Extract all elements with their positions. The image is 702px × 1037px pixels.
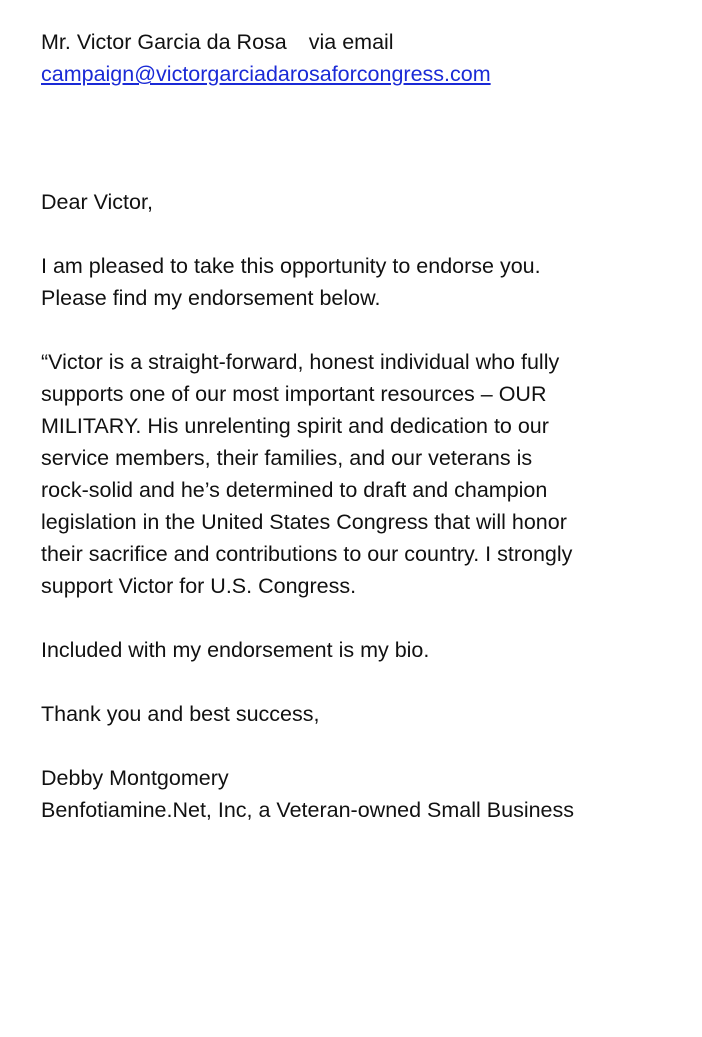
intro-line: Please find my endorsement below. [41, 286, 381, 310]
endorsement-line: legislation in the United States Congress that will honor [41, 510, 567, 534]
endorsement-line: MILITARY. His unrelenting spirit and dedication to our [41, 414, 549, 438]
recipient-email-link[interactable]: campaign@victorgarciadarosaforcongress.com [41, 62, 491, 86]
email-line [41, 58, 681, 90]
spacer [41, 90, 681, 186]
endorsement-line: service members, their families, and our veterans is [41, 446, 533, 470]
signature-name: Debby Montgomery [41, 766, 229, 790]
endorsement-line: rock-solid and he’s determined to draft and champion [41, 478, 548, 502]
spacer [41, 666, 681, 698]
closing: Thank you and best success, [41, 702, 320, 726]
bio-note: Included with my endorsement is my bio. [41, 638, 430, 662]
endorsement-paragraph [41, 346, 681, 602]
intro-line: I am pleased to take this opportunity to endorse you. [41, 254, 541, 278]
signature-organization: Benfotiamine.Net, Inc, a Veteran-owned Small Business [41, 798, 575, 822]
spacer [41, 314, 681, 346]
endorsement-line: support Victor for U.S. Congress. [41, 574, 357, 598]
salutation: Dear Victor, [41, 190, 153, 214]
endorsement-line: “Victor is a straight-forward, honest individual who fully [41, 350, 560, 374]
spacer [41, 602, 681, 634]
recipient-line [41, 26, 681, 58]
spacer [41, 730, 681, 762]
recipient-name: Mr. Victor Garcia da Rosa [41, 30, 287, 54]
spacer [41, 218, 681, 250]
endorsement-line: supports one of our most important resources – OUR [41, 382, 547, 406]
delivery-method: via email [308, 30, 394, 54]
intro-paragraph [41, 250, 681, 314]
letter [41, 26, 681, 826]
endorsement-line: their sacrifice and contributions to our country. I strongly [41, 542, 573, 566]
